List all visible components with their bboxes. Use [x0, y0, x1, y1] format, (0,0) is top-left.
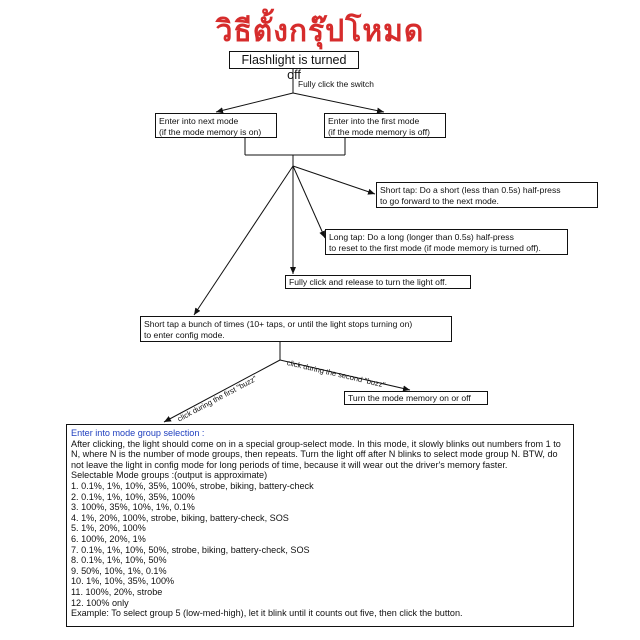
second-buzz-label: click during the second "buzz"	[285, 358, 387, 390]
page-title: วิธีตั้งกรุ๊ปโหมด	[215, 14, 425, 49]
short-tap-box: Short tap: Do a short (less than 0.5s) half-press to go forward to the next mode.	[376, 182, 598, 208]
mode-group-item: 12. 100% only	[71, 597, 129, 608]
mode-group-item: 7. 0.1%, 1%, 10%, 50%, strobe, biking, battery-check, SOS	[71, 544, 310, 555]
mode-group-item: 8. 0.1%, 1%, 10%, 50%	[71, 555, 167, 566]
mode-group-item: 2. 0.1%, 1%, 10%, 35%, 100%	[71, 491, 195, 502]
mode-groups-title: Selectable Mode groups :(output is approximate)	[71, 470, 268, 481]
first-buzz-label: click during the first "buzz"	[175, 373, 259, 424]
mode-group-item: 3. 100%, 35%, 10%, 1%, 0.1%	[71, 502, 195, 513]
next-mode-box: Enter into next mode (if the mode memory is on)	[155, 113, 277, 138]
example-text: Example: To select group 5 (low-med-high), let it blink until it counts out five, then click the button.	[71, 608, 463, 619]
mode-group-item: 9. 50%, 10%, 1%, 0.1%	[71, 565, 167, 576]
first-mode-box: Enter into the first mode (if the mode memory is off)	[324, 113, 446, 138]
group-selection-description: After clicking, the light should come on in a special group-select mode. In this mode, it slowly blinks out numbers from 1 to N, where N is the number of mode groups, then repeats. Turn the light off after N blinks to select mode group N. BTW, do not leave the light in config mode for long periods of time, because it will wear out the driver's memory faster.	[71, 438, 561, 470]
mode-group-item: 10. 1%, 10%, 35%, 100%	[71, 576, 175, 587]
config-mode-box: Short tap a bunch of times (10+ taps, or until the light stops turning on) to enter config mode.	[140, 316, 452, 342]
mode-group-item: 6. 100%, 20%, 1%	[71, 533, 146, 544]
mode-groups-list	[71, 481, 569, 608]
mode-memory-box: Turn the mode memory on or off	[344, 391, 488, 405]
connector-split-left	[216, 93, 293, 112]
mode-group-item: 11. 100%, 20%, strobe	[71, 586, 163, 597]
long-tap-box: Long tap: Do a long (longer than 0.5s) half-press to reset to the first mode (if mode memory is turned off).	[325, 229, 568, 255]
mode-group-selection-box	[66, 424, 574, 627]
group-selection-heading: Enter into mode group selection :	[71, 428, 205, 438]
fully-click-label: Fully click the switch	[298, 79, 374, 89]
connector-short-tap	[293, 166, 375, 194]
mode-group-item: 4. 1%, 20%, 100%, strobe, biking, battery-check, SOS	[71, 512, 289, 523]
mode-group-item: 5. 1%, 20%, 100%	[71, 523, 146, 534]
mode-group-item: 1. 0.1%, 1%, 10%, 35%, 100%, strobe, biking, battery-check	[71, 480, 314, 491]
start-box: Flashlight is turned off	[229, 51, 359, 69]
connector-long-tap	[293, 166, 325, 238]
turn-off-box: Fully click and release to turn the light off.	[285, 275, 471, 289]
connector-split-right	[293, 93, 384, 112]
connector-config	[194, 166, 293, 315]
